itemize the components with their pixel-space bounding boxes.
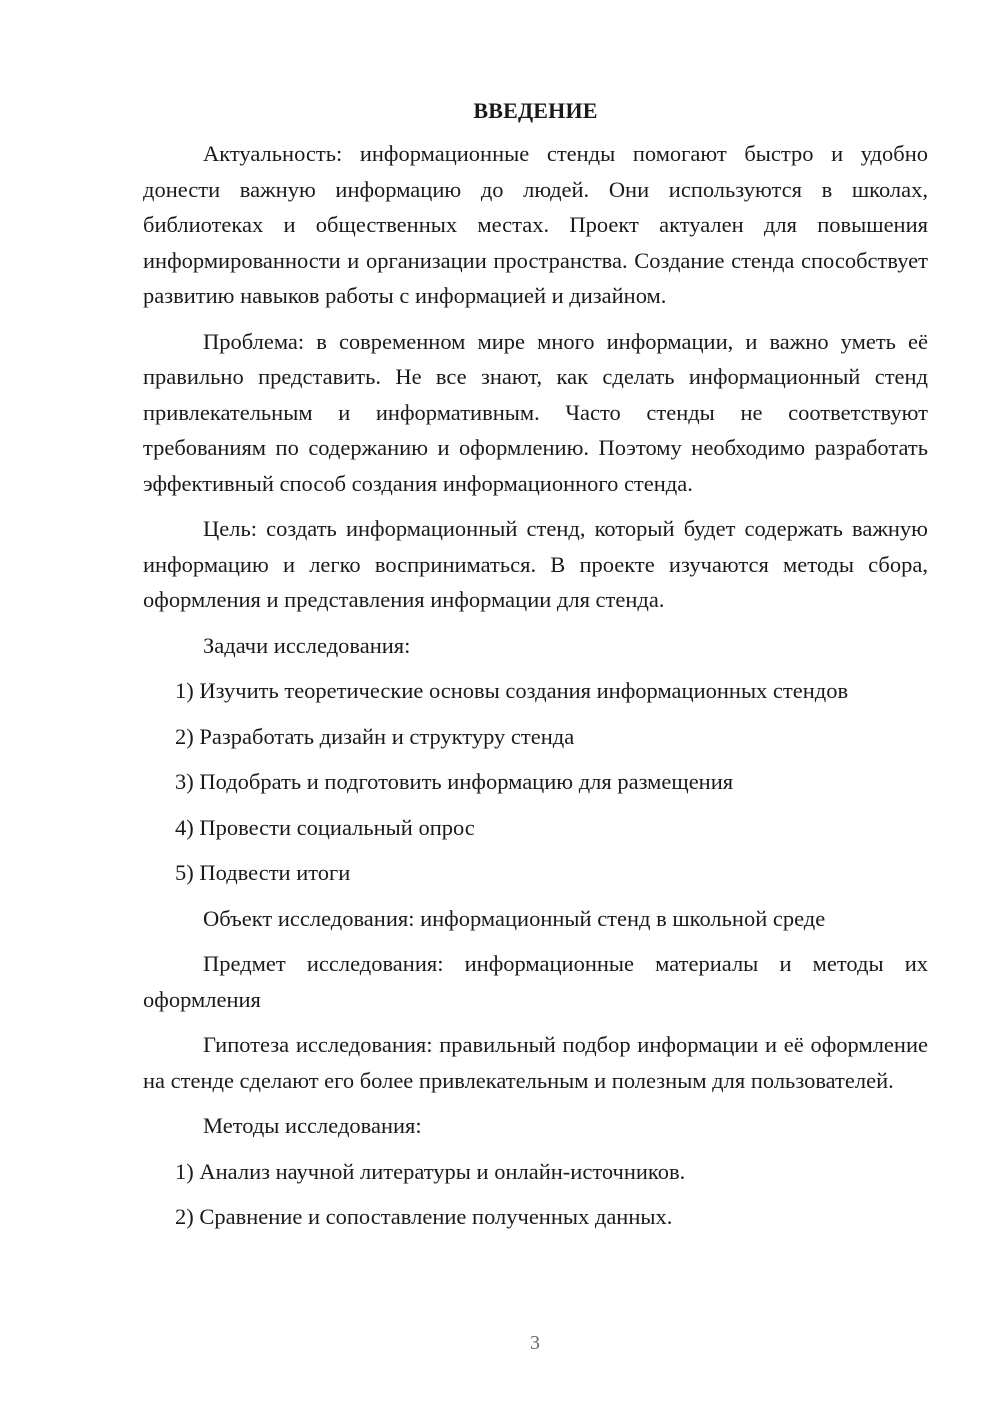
object-paragraph: Объект исследования: информационный стенд в школьной среде: [203, 905, 826, 931]
goal-paragraph: Цель: создать информационный стенд, который будет содержать важную информацию и легко восприниматься. В проекте изучаются методы сбора, оформления и представления информации для стенда.: [143, 516, 928, 612]
document-page: [143, 90, 928, 1245]
task-item: 2) Разработать дизайн и структуру стенда: [175, 723, 575, 749]
method-item: 1) Анализ научной литературы и онлайн-источников.: [175, 1158, 686, 1184]
task-item: 1) Изучить теоретические основы создания информационных стендов: [175, 678, 849, 703]
task-item: 4) Провести социальный опрос: [175, 814, 475, 840]
tasks-label: Задачи исследования:: [203, 632, 411, 658]
section-title: ВВЕДЕНИЕ: [473, 98, 598, 123]
subject-paragraph: Предмет исследования: информационные материалы и методы их оформления: [143, 951, 928, 1012]
hypothesis-paragraph: Гипотеза исследования: правильный подбор информации и её оформление на стенде сделают его более привлекательным и полезным для пользователей.: [143, 1032, 928, 1093]
task-item: 5) Подвести итоги: [175, 860, 351, 885]
methods-label: Методы исследования:: [203, 1113, 422, 1138]
page-number: 3: [530, 1332, 540, 1354]
task-item: 3) Подобрать и подготовить информацию для размещения: [175, 769, 734, 794]
problem-paragraph: Проблема: в современном мире много информации, и важно уметь её правильно представить. Не все знают, как сделать информационный стенд привлекательным и информативным. Часто стенды не соответствуют требованиям по содержанию и оформлению. Поэтому необходимо разработать эффективный способ создания информационного стенда.: [143, 328, 928, 496]
method-item: 2) Сравнение и сопоставление полученных данных.: [175, 1204, 673, 1229]
relevance-paragraph: Актуальность: информационные стенды помогают быстро и удобно донести важную информацию до людей. Они используются в школах, библиотеках и общественных местах. Проект актуален для повышения информированности и организации пространства. Создание стенда способствует развитию навыков работы с информацией и дизайном.: [143, 141, 928, 308]
